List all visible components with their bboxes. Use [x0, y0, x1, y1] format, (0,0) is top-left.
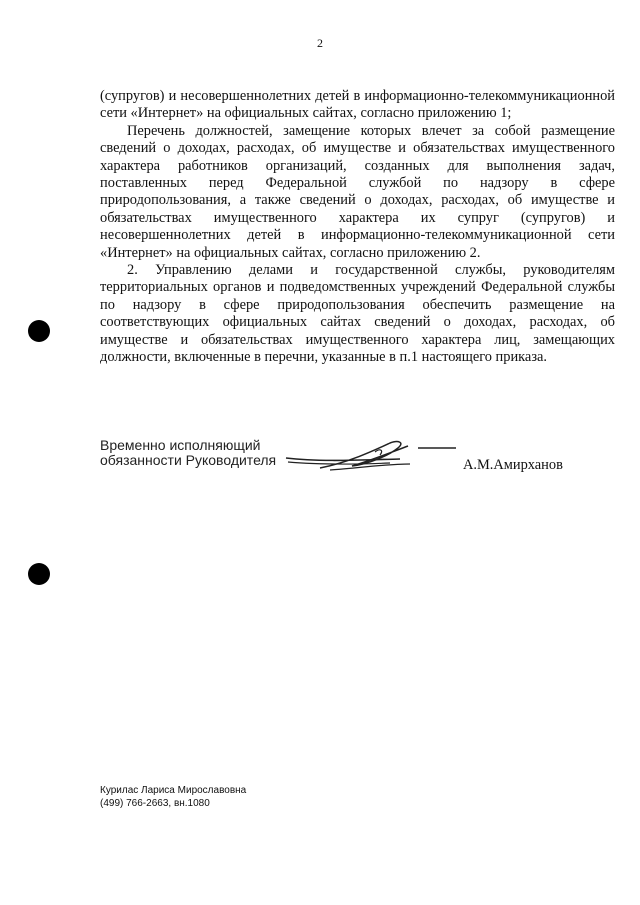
contact-phone: (499) 766-2663, вн.1080 [100, 798, 210, 809]
document-body [100, 88, 615, 367]
signatory-name: А.М.Амирханов [463, 457, 563, 473]
paragraph: (супругов) и несовершеннолетних детей в информационно-телекоммуникационной сети «Интернет» на официальных сайтах, согласно приложению 1; [100, 88, 615, 122]
signatory-position-line1: Временно исполняющий [100, 437, 261, 453]
punch-hole-top [28, 320, 50, 342]
handwritten-signature [280, 438, 460, 478]
signatory-position-line2: обязанности Руководителя [100, 452, 277, 468]
paragraph: 2. Управлению делами и государственной службы, руководителям территориальных органов и подведомственных учреждений Федеральной службы по надзору в сфере природопользования обеспечить размещение на соответствующих официальных сайтах сведений о доходах, расходах, об имуществе и обязательствах имущественного характера лиц, замещающих должности, включенные в перечни, указанные в п.1 настоящего приказа. [100, 262, 615, 366]
contact-info [100, 784, 246, 810]
signature-block [100, 438, 620, 488]
paragraph: Перечень должностей, замещение которых влечет за собой размещение сведений о доходах, расходах, об имуществе и обязательствах имущественного характера работников организаций, созданных для выполнения задач, поставленных перед Федеральной службой по надзору в сфере природопользования, а также сведений о доходах, расходах, об имуществе и обязательствах имущественного характера их супруг (супругов) и несовершеннолетних детей в информационно-телекоммуникационной сети «Интернет» на официальных сайтах, согласно приложению 2. [100, 122, 615, 261]
punch-hole-bottom [28, 563, 50, 585]
contact-name: Курилас Лариса Мирославовна [100, 785, 247, 796]
page-number: 2 [317, 36, 323, 50]
signatory-position [100, 438, 276, 468]
